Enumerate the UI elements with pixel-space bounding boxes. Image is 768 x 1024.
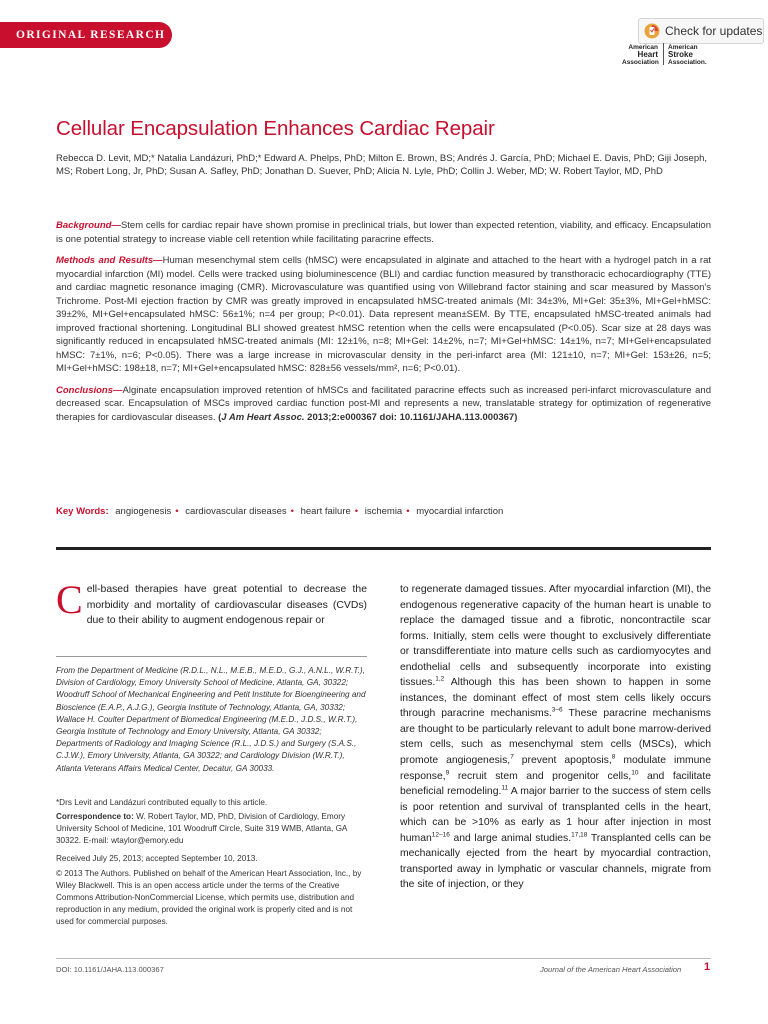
correspondence-text[interactable]: W. Robert Taylor, MD, PhD, Division of Cardiology, Emory University School of Medicine, 101 Woodruff Circle, Suite 319 WMB, Atlanta, GA 30322. E-mail: wtaylor@emory.edu xyxy=(56,812,347,846)
article-title: Cellular Encapsulation Enhances Cardiac Repair xyxy=(56,117,495,140)
reference[interactable]: 7 xyxy=(510,753,514,761)
abstract-methods xyxy=(56,254,711,376)
keyword[interactable]: angiogenesis xyxy=(115,506,172,517)
keyword-separator: • xyxy=(175,506,179,517)
keyword[interactable]: myocardial infarction xyxy=(416,506,504,517)
conclusions-heading: Conclusions— xyxy=(56,384,123,396)
aha-logo-line: Heart xyxy=(637,50,658,59)
equal-contribution-note: *Drs Levit and Landázuri contributed equally to this article. xyxy=(56,798,268,807)
citation xyxy=(218,412,517,423)
asa-logo xyxy=(668,44,712,66)
footer-divider xyxy=(56,958,711,959)
article-type-badge: ORIGINAL RESEARCH xyxy=(0,22,172,48)
text-run: A major barrier to the success of stem cells is poor retention and survival of transplanted cells in the heart, which can be >10% as early as 1 hour after injection in most human xyxy=(400,786,711,844)
text-run: and facilitate beneficial remodeling. xyxy=(400,770,711,798)
keyword-separator: • xyxy=(406,506,410,517)
abstract-conclusions xyxy=(56,384,711,425)
methods-text: Human mesenchymal stem cells (hMSC) were encapsulated in alginate and attached to the heart with a hydrogel patch in a rat myocardial infarction (MI) model. Cells were tracked using bioluminescence (BLI) and cardiac function measured by transthoracic echocardiography (TTE) and cardiac magnetic resonance imaging (CMR). Microvasculature was quantified using von Willebrand factor staining and scar measured by Masson's Trichrome. Post-MI ejection fraction by CMR was greatly improved in encapsulated hMSC-treated animals (MI: 34±3%, MI+Gel: 35±3%, MI+Gel+hMSC: 39±2%, MI+Gel+encapsulated hMSC: 56±1%; n=4 per group; P<0.01). Data represent mean±SEM. By TTE, encapsulated hMSC-treated animals had improved fractional shortening. Longitudinal BLI showed greatest hMSC retention when the cells were encapsulated (P<0.05). Scar size at 28 days was significantly reduced in encapsulated hMSC-treated animals (MI: 12±1%, n=8; MI+Gel: 14±2%, n=7; MI+Gel+hMSC: 14±1%, n=7; MI+Gel+encapsulated hMSC: 7±1%, n=6; P<0.05). There was a large increase in microvascular density in the peri-infarct area (MI: 121±10, n=7; MI+Gel: 153±26, n=5; MI+Gel+hMSC: 198±18, n=7; MI+Gel+encapsulated hMSC: 828±56 vessels/mm², n=6; P<0.01). xyxy=(56,255,712,374)
text-run: modulate immune response, xyxy=(400,755,711,782)
abstract xyxy=(56,219,711,432)
reference[interactable]: 9 xyxy=(445,769,450,777)
asa-logo-line: Association. xyxy=(668,59,707,66)
intro-right-column xyxy=(400,582,711,893)
citation-rest: 2013;2:e000367 doi: 10.1161/JAHA.113.000367) xyxy=(304,411,518,423)
drop-cap: C xyxy=(56,577,83,622)
text-run: recruit stem and progenitor cells, xyxy=(449,770,632,782)
aha-logo-line: Association xyxy=(622,59,659,66)
logo-divider xyxy=(663,43,664,65)
asa-logo-line: Stroke xyxy=(668,50,693,59)
keyword-separator: • xyxy=(290,506,294,517)
text-run: prevent apoptosis, xyxy=(513,755,612,767)
check-updates-label: Check for updates xyxy=(665,24,763,38)
intro-paragraph xyxy=(56,577,367,629)
citation-journal: J Am Heart Assoc. xyxy=(221,411,305,423)
aha-logo-line: American xyxy=(628,44,658,51)
reference[interactable]: 11 xyxy=(501,784,509,792)
keyword[interactable]: heart failure xyxy=(300,506,351,517)
footer-doi[interactable]: DOI: 10.1161/JAHA.113.000367 xyxy=(56,965,164,974)
citation-open: ( xyxy=(218,411,222,423)
keywords xyxy=(56,506,503,517)
copyright-notice: © 2013 The Authors. Published on behalf of the American Heart Association, Inc., by Wiley Blackwell. This is an open access article under the terms of the Creative Commons Attribution-NonCommercial License, which permits use, distribution and reproduction in any medium, provided the original work is properly cited and is not used for commercial purposes. xyxy=(56,869,362,927)
text-run: Although this has been shown to happen in some instances, the dominant effect of most stem cells likely occurs through paracrine mechanisms. xyxy=(400,677,711,720)
reference[interactable]: 1,2 xyxy=(435,675,445,683)
page-number: 1 xyxy=(704,961,711,973)
reference[interactable]: 17,18 xyxy=(571,831,588,839)
correspondence-label: Correspondence to: xyxy=(56,812,134,821)
correspondence xyxy=(56,811,367,847)
affiliations: From the Department of Medicine (R.D.L., N.L., M.E.B., M.E.D., G.J., A.N.L., W.R.T.), Division of Cardiology, Emory University School of Medicine, Atlanta, GA, 30322; Woodruff School of Mechanical Engineering and Petit Institute for Bioengineering and Bioscience (E.A.P., A.J.G.), Georgia Institute of Technology, Atlanta, GA, 30332; Wallace H. Coulter Department of Biomedical Engineering (M.E.D., J.D.S., W.R.T.), Georgia Institute of Technology and Emory University, Atlanta, GA 30332; Departments of Radiology and Imaging Science (R.L., J.D.S.) and Surgery (S.A.S., C.J.W.), Emory University, Atlanta, GA 30322; and Cardiology Division (W.R.T.), Atlanta Veterans Affairs Medical Center, Decatur, GA 30033. xyxy=(56,666,366,773)
footer-journal-name: Journal of the American Heart Association xyxy=(540,965,682,974)
text-run: These paracrine mechanisms are thought to be particularly relevant to adult bone marrow-derived stem cells, such as mesenchymal stem cells (MSCs), which promote angiogenesis, xyxy=(400,708,711,767)
keywords-label: Key Words: xyxy=(56,506,109,517)
abstract-background xyxy=(56,219,711,246)
keyword[interactable]: ischemia xyxy=(364,506,403,517)
footnote-divider xyxy=(56,656,367,657)
asa-logo-line: American xyxy=(668,44,698,51)
keyword-separator: • xyxy=(354,506,359,517)
check-updates-icon xyxy=(644,23,660,39)
reference[interactable]: 10 xyxy=(631,769,639,777)
methods-heading: Methods and Results— xyxy=(56,255,163,266)
background-text: Stem cells for cardiac repair have shown promise in preclinical trials, but lower than expected retention, viability, and efficacy. Encapsulation is one potential strategy to increase viable cell retention while facilitating paracrine effects. xyxy=(56,220,711,245)
intro-text: ell-based therapies have great potential to decrease the morbidity and mortality of cardiovascular diseases (CVDs) due to their ability to augment endogenous repair or xyxy=(86,584,367,627)
author-list: Rebecca D. Levit, MD;* Natalia Landázuri, PhD;* Edward A. Phelps, PhD; Milton E. Brown, BS; Andrés J. García, PhD; Michael E. Davis, PhD; Giji Joseph, MS; Robert Long, Jr, PhD; Susan A. Safley, PhD; Jonathan D. Suever, PhD; Alicia N. Lyle, PhD; Collin J. Weber, MD; W. Robert Taylor, MD, PhD xyxy=(56,153,708,178)
aha-logo xyxy=(622,44,658,66)
background-heading: Background— xyxy=(56,220,121,231)
text-run: and large animal studies. xyxy=(449,832,572,844)
keyword[interactable]: cardiovascular diseases xyxy=(185,506,287,517)
conclusions-text: Alginate encapsulation improved retention of hMSCs and facilitated paracrine effects such as increased peri-infarct microvasculature and decreased scar. Encapsulation of MSCs improved cardiac function post-MI and represents a new, translatable strategy for optimization of regenerative therapies for cardiovascular diseases. xyxy=(56,384,711,423)
text-run: Transplanted cells can be mechanically ejected from the heart by myocardial contraction, transported away in lymphatic or vascular channels, migrate from the site of injection, or they xyxy=(400,832,711,891)
text-run: to regenerate damaged tissues. After myocardial infarction (MI), the endogenous regenerative capacity of the human heart is unable to replace the damaged tissue and a fibrotic, noncontractile scar forms. Initially, stem cells were thought to exclusively differentiate or transdifferentiate into mature cells such as cardiomyocytes and endothelial cells and subsequently incorporate into existing tissues. xyxy=(400,584,711,689)
reference[interactable]: 8 xyxy=(611,753,616,761)
received-dates: Received July 25, 2013; accepted September 10, 2013. xyxy=(56,854,258,863)
intro-continued xyxy=(400,582,711,893)
reference[interactable]: 3–6 xyxy=(551,706,563,714)
reference[interactable]: 12–16 xyxy=(431,831,450,839)
intro-left-column xyxy=(56,577,367,629)
section-divider xyxy=(56,547,711,550)
check-for-updates-button[interactable] xyxy=(638,18,764,44)
